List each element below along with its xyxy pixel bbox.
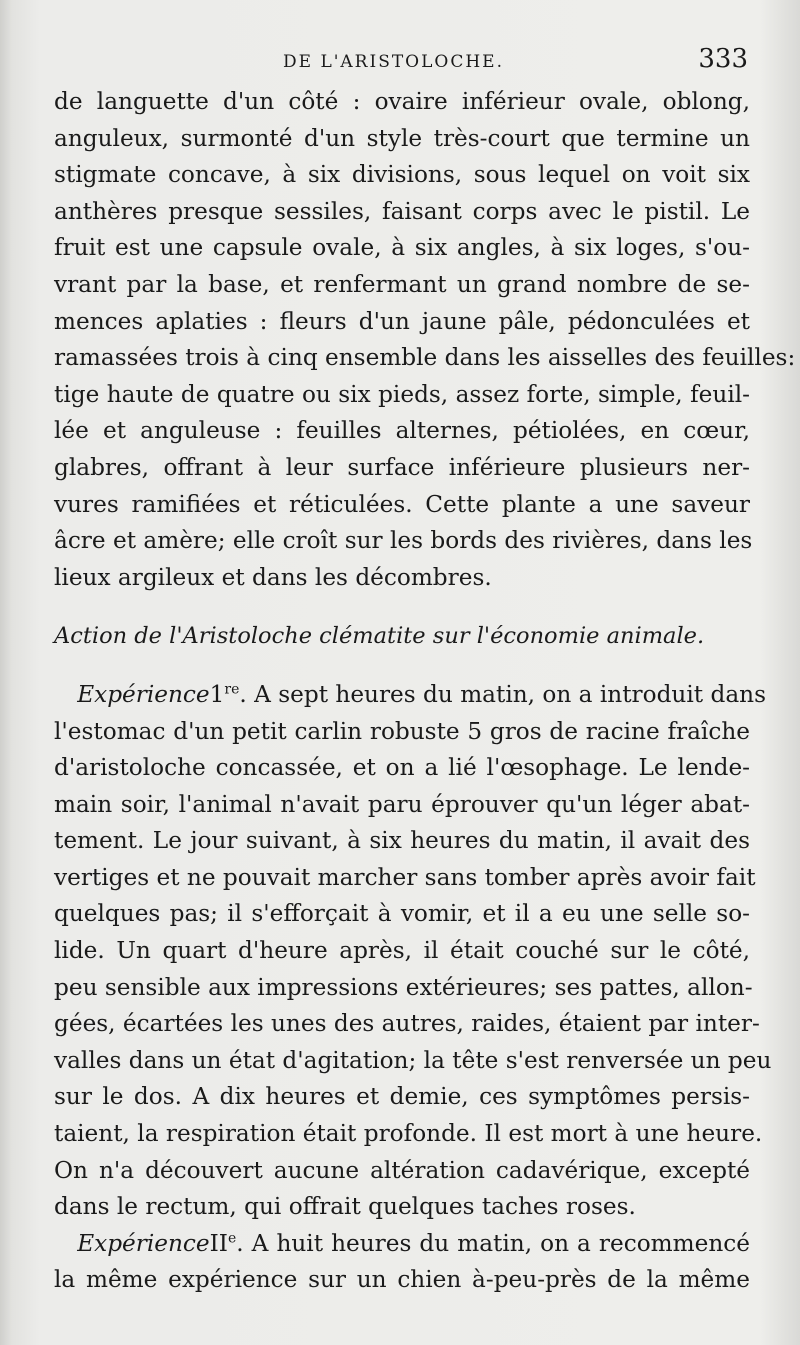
- running-title: DE L'ARISTOLOCHE.: [283, 52, 504, 72]
- experiment-first-line-text: . A huit heures du matin, on a recommencé: [236, 1229, 750, 1257]
- text-line: tement. Le jour suivant, à six heures du matin, il avait des: [54, 827, 750, 855]
- paragraph-description: [54, 84, 796, 596]
- text-line: anthères presque sessiles, faisant corps avec le pistil. Le: [54, 197, 750, 225]
- text-line: main soir, l'animal n'avait paru éprouver qu'un léger abat-: [54, 790, 750, 818]
- page-body: [54, 84, 796, 1299]
- text-line: gées, écartées les unes des autres, raides, étaient par inter-: [54, 1010, 760, 1038]
- experiment-first-line-text: . A sept heures du matin, on a introduit dans: [239, 680, 766, 708]
- page-header: [0, 44, 800, 84]
- text-line: d'aristoloche concassée, et on a lié l'œsophage. Le lende-: [54, 754, 750, 782]
- experiment-ordinal: II: [209, 1229, 228, 1257]
- text-line: glabres, offrant à leur surface inférieure plusieurs ner-: [54, 453, 750, 481]
- text-line: âcre et amère; elle croît sur les bords des rivières, dans les: [54, 527, 753, 555]
- text-line: taient, la respiration était profonde. Il est mort à une heure.: [54, 1120, 763, 1148]
- page-number: 333: [698, 44, 748, 74]
- text-line: dans le rectum, qui offrait quelques taches roses.: [54, 1193, 636, 1221]
- text-line: fruit est une capsule ovale, à six angles, à six loges, s'ou-: [54, 234, 750, 262]
- paragraph-experiment-1: [54, 677, 772, 1226]
- text-line: lieux argileux et dans les décombres.: [54, 563, 492, 591]
- text-line: mences aplaties : fleurs d'un jaune pâle, pédonculées et: [54, 307, 750, 335]
- text-line: On n'a découvert aucune altération cadavérique, excepté: [54, 1156, 750, 1184]
- section-title: Action de l'Aristoloche clématite sur l'économie animale.: [54, 623, 705, 650]
- text-line: vertiges et ne pouvait marcher sans tomber après avoir fait: [54, 863, 756, 891]
- experiment-label: Expérience: [77, 1229, 210, 1257]
- text-line: quelques pas; il s'efforçait à vomir, et il a eu une selle so-: [54, 900, 750, 928]
- paragraph-experiment-2: [54, 1226, 750, 1299]
- ordinal-suffix: re: [224, 681, 240, 698]
- experiment-ordinal: 1: [209, 680, 225, 708]
- text-line: valles dans un état d'agitation; la tête s'est renversée un peu: [54, 1046, 772, 1074]
- text-line: tige haute de quatre ou six pieds, assez forte, simple, feuil-: [54, 380, 750, 408]
- text-line: stigmate concave, à six divisions, sous lequel on voit six: [54, 161, 750, 189]
- experiment-first-line: [54, 677, 766, 714]
- text-line: vrant par la base, et renfermant un grand nombre de se-: [54, 270, 750, 298]
- text-line: sur le dos. A dix heures et demie, ces symptômes persis-: [54, 1083, 750, 1111]
- text-line: lide. Un quart d'heure après, il était couché sur le côté,: [54, 937, 750, 965]
- ordinal-suffix: e: [227, 1230, 237, 1247]
- text-line: peu sensible aux impressions extérieures; ses pattes, allon-: [54, 973, 753, 1001]
- text-line: ramassées trois à cinq ensemble dans les aisselles des feuilles:: [54, 344, 796, 372]
- text-line: de languette d'un côté : ovaire inférieur ovale, oblong,: [54, 88, 750, 115]
- text-line: la même expérience sur un chien à-peu-près de la même: [54, 1266, 750, 1294]
- text-line: anguleux, surmonté d'un style très-court que termine un: [54, 124, 750, 152]
- text-line: lée et anguleuse : feuilles alternes, pétiolées, en cœur,: [54, 417, 750, 445]
- text-line: vures ramifiées et réticulées. Cette plante a une saveur: [54, 490, 750, 518]
- experiment-first-line: [54, 1226, 750, 1263]
- text-line: l'estomac d'un petit carlin robuste 5 gros de racine fraîche: [54, 717, 750, 745]
- experiment-label: Expérience: [77, 680, 210, 708]
